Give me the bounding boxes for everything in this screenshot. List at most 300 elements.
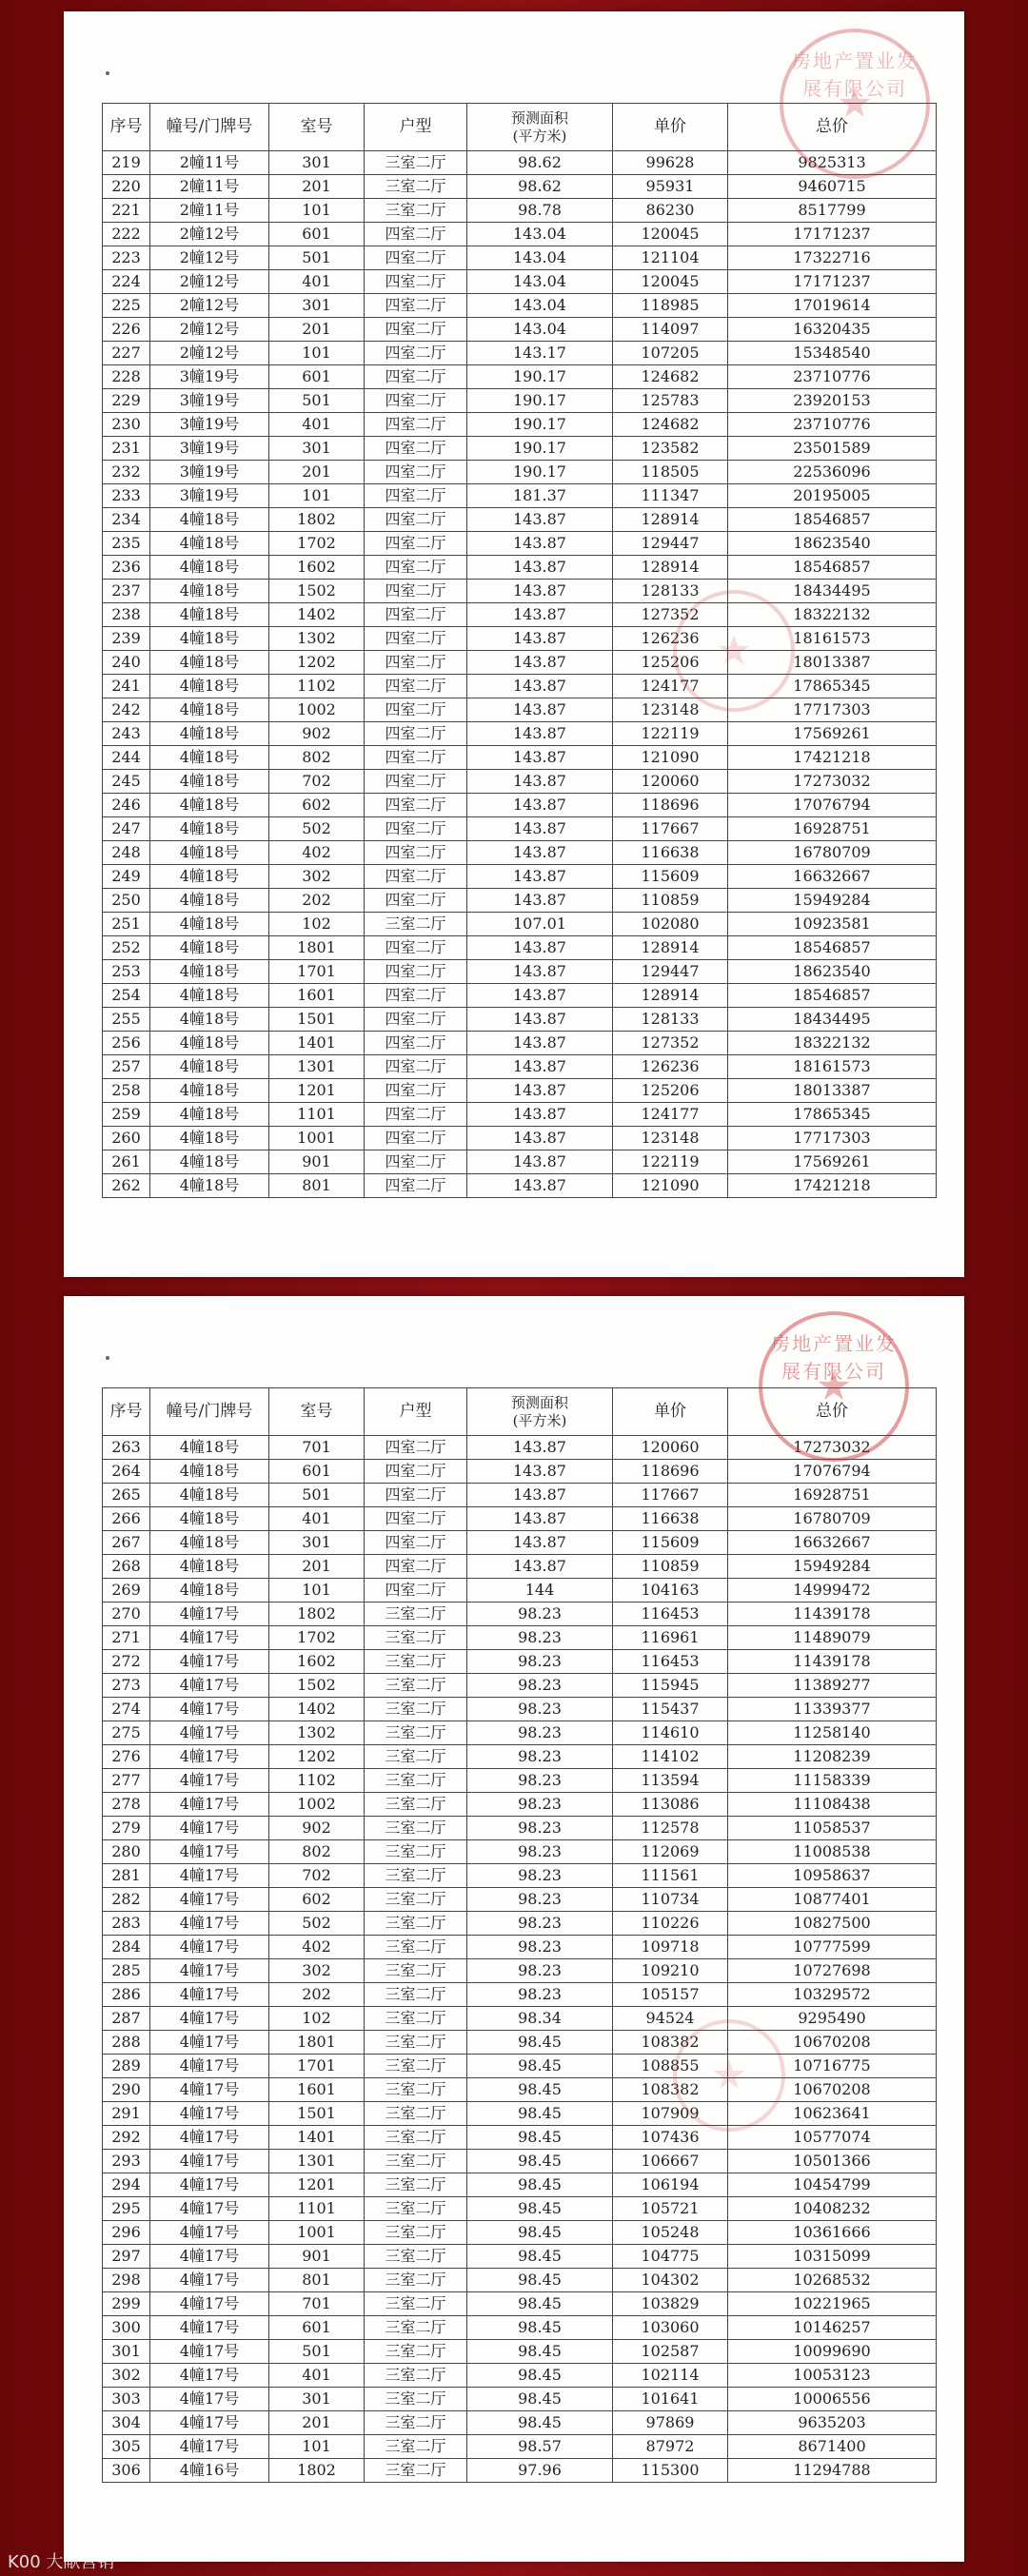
table-row <box>103 1983 937 2007</box>
table-row <box>103 151 937 175</box>
cell-total-price: 10268532 <box>728 2269 937 2292</box>
cell-area: 98.45 <box>467 2269 613 2292</box>
cell-total-price: 9295490 <box>728 2007 937 2031</box>
cell-total-price: 11339377 <box>728 1698 937 1721</box>
cell-index: 223 <box>103 246 150 270</box>
cell-index: 230 <box>103 413 150 437</box>
cell-layout: 四室二厅 <box>365 746 467 770</box>
cell-layout: 三室二厅 <box>365 2459 467 2483</box>
cell-building: 4幢17号 <box>150 1983 269 2007</box>
cell-layout: 四室二厅 <box>365 437 467 461</box>
cell-layout: 四室二厅 <box>365 1032 467 1055</box>
cell-building: 2幢11号 <box>150 199 269 223</box>
cell-index: 286 <box>103 1983 150 2007</box>
cell-index: 292 <box>103 2126 150 2150</box>
cell-unit-price: 121090 <box>613 746 728 770</box>
cell-unit-price: 106667 <box>613 2150 728 2173</box>
cell-total-price: 17717303 <box>728 1127 937 1150</box>
cell-building: 4幢18号 <box>150 675 269 698</box>
cell-layout: 四室二厅 <box>365 984 467 1008</box>
cell-unit-price: 109718 <box>613 1936 728 1959</box>
cell-building: 4幢18号 <box>150 1079 269 1103</box>
cell-total-price: 10623641 <box>728 2102 937 2126</box>
cell-area: 143.87 <box>467 580 613 603</box>
cell-room: 1801 <box>269 936 365 960</box>
cell-room: 701 <box>269 2292 365 2316</box>
cell-total-price: 18322132 <box>728 1032 937 1055</box>
cell-total-price: 17171237 <box>728 223 937 246</box>
table-row <box>103 2150 937 2173</box>
cell-building: 2幢11号 <box>150 151 269 175</box>
cell-building: 4幢17号 <box>150 1888 269 1912</box>
cell-total-price: 16632667 <box>728 865 937 889</box>
cell-index: 234 <box>103 508 150 532</box>
table-row <box>103 342 937 365</box>
col-header-area: 预测面积 (平方米) <box>467 104 613 151</box>
cell-layout: 三室二厅 <box>365 1936 467 1959</box>
cell-layout: 四室二厅 <box>365 1555 467 1579</box>
cell-unit-price: 117667 <box>613 817 728 841</box>
cell-layout: 四室二厅 <box>365 675 467 698</box>
cell-unit-price: 112578 <box>613 1817 728 1840</box>
cell-unit-price: 118505 <box>613 461 728 484</box>
cell-index: 279 <box>103 1817 150 1840</box>
cell-index: 238 <box>103 603 150 627</box>
cell-index: 266 <box>103 1507 150 1531</box>
cell-layout: 四室二厅 <box>365 365 467 389</box>
cell-unit-price: 123148 <box>613 1127 728 1150</box>
cell-layout: 四室二厅 <box>365 1150 467 1174</box>
cell-area: 98.45 <box>467 2221 613 2245</box>
cell-total-price: 10923581 <box>728 913 937 936</box>
cell-index: 265 <box>103 1484 150 1507</box>
table-row <box>103 413 937 437</box>
cell-index: 281 <box>103 1864 150 1888</box>
cell-area: 143.87 <box>467 722 613 746</box>
cell-unit-price: 125206 <box>613 651 728 675</box>
cell-total-price: 16780709 <box>728 1507 937 1531</box>
cell-index: 301 <box>103 2340 150 2364</box>
cell-total-price: 10408232 <box>728 2197 937 2221</box>
cell-layout: 三室二厅 <box>365 1603 467 1626</box>
table-row <box>103 1912 937 1936</box>
cell-area: 143.87 <box>467 651 613 675</box>
table-row <box>103 1888 937 1912</box>
cell-unit-price: 116453 <box>613 1603 728 1626</box>
cell-layout: 三室二厅 <box>365 2197 467 2221</box>
cell-unit-price: 129447 <box>613 532 728 556</box>
cell-building: 4幢18号 <box>150 1127 269 1150</box>
cell-room: 1401 <box>269 1032 365 1055</box>
cell-layout: 四室二厅 <box>365 1436 467 1460</box>
cell-layout: 四室二厅 <box>365 627 467 651</box>
cell-area: 98.23 <box>467 1674 613 1698</box>
cell-index: 284 <box>103 1936 150 1959</box>
cell-room: 501 <box>269 389 365 413</box>
cell-index: 248 <box>103 841 150 865</box>
col-header-total-price: 总价 <box>728 1388 937 1436</box>
cell-room: 101 <box>269 2435 365 2459</box>
cell-room: 101 <box>269 342 365 365</box>
cell-area: 190.17 <box>467 461 613 484</box>
table-row <box>103 508 937 532</box>
cell-total-price: 15949284 <box>728 889 937 913</box>
table-row <box>103 2388 937 2411</box>
cell-layout: 四室二厅 <box>365 817 467 841</box>
cell-total-price: 10221965 <box>728 2292 937 2316</box>
cell-building: 4幢17号 <box>150 1959 269 1983</box>
cell-area: 190.17 <box>467 365 613 389</box>
cell-index: 295 <box>103 2197 150 2221</box>
cell-area: 143.87 <box>467 794 613 817</box>
cell-room: 301 <box>269 294 365 318</box>
cell-unit-price: 107909 <box>613 2102 728 2126</box>
cell-unit-price: 121090 <box>613 1174 728 1198</box>
table-row <box>103 1840 937 1864</box>
cell-layout: 四室二厅 <box>365 651 467 675</box>
cell-layout: 三室二厅 <box>365 2221 467 2245</box>
cell-index: 290 <box>103 2078 150 2102</box>
cell-room: 1701 <box>269 960 365 984</box>
cell-room: 502 <box>269 817 365 841</box>
cell-total-price: 10099690 <box>728 2340 937 2364</box>
cell-room: 1101 <box>269 1103 365 1127</box>
cell-index: 293 <box>103 2150 150 2173</box>
table-row <box>103 365 937 389</box>
table-row <box>103 651 937 675</box>
col-header-layout: 户型 <box>365 1388 467 1436</box>
cell-index: 304 <box>103 2411 150 2435</box>
cell-total-price: 10329572 <box>728 1983 937 2007</box>
cell-layout: 四室二厅 <box>365 246 467 270</box>
cell-index: 270 <box>103 1603 150 1626</box>
cell-building: 4幢17号 <box>150 2292 269 2316</box>
cell-room: 1302 <box>269 1721 365 1745</box>
cell-index: 287 <box>103 2007 150 2031</box>
cell-layout: 三室二厅 <box>365 2245 467 2269</box>
cell-total-price: 11008538 <box>728 1840 937 1864</box>
cell-building: 4幢18号 <box>150 865 269 889</box>
cell-total-price: 8517799 <box>728 199 937 223</box>
cell-index: 282 <box>103 1888 150 1912</box>
cell-room: 1302 <box>269 627 365 651</box>
cell-building: 4幢18号 <box>150 1055 269 1079</box>
cell-layout: 三室二厅 <box>365 2292 467 2316</box>
cell-layout: 四室二厅 <box>365 889 467 913</box>
cell-unit-price: 116638 <box>613 1507 728 1531</box>
cell-area: 143.87 <box>467 1484 613 1507</box>
cell-total-price: 8671400 <box>728 2435 937 2459</box>
cell-area: 143.87 <box>467 770 613 794</box>
cell-area: 97.96 <box>467 2459 613 2483</box>
price-table-page-2 <box>102 1387 937 2483</box>
cell-total-price: 9460715 <box>728 175 937 199</box>
table-row <box>103 1745 937 1769</box>
cell-building: 4幢18号 <box>150 841 269 865</box>
cell-unit-price: 108855 <box>613 2055 728 2078</box>
cell-layout: 四室二厅 <box>365 294 467 318</box>
cell-unit-price: 126236 <box>613 1055 728 1079</box>
cell-index: 231 <box>103 437 150 461</box>
cell-unit-price: 118696 <box>613 1460 728 1484</box>
cell-room: 501 <box>269 1484 365 1507</box>
cell-area: 98.62 <box>467 151 613 175</box>
cell-room: 1601 <box>269 2078 365 2102</box>
cell-unit-price: 111347 <box>613 484 728 508</box>
cell-total-price: 17076794 <box>728 794 937 817</box>
cell-total-price: 20195005 <box>728 484 937 508</box>
cell-room: 1702 <box>269 1626 365 1650</box>
table-row <box>103 1698 937 1721</box>
cell-room: 601 <box>269 223 365 246</box>
cell-room: 1201 <box>269 1079 365 1103</box>
cell-area: 98.23 <box>467 1698 613 1721</box>
cell-area: 143.87 <box>467 984 613 1008</box>
col-header-index: 序号 <box>103 1388 150 1436</box>
cell-index: 236 <box>103 556 150 580</box>
cell-total-price: 15348540 <box>728 342 937 365</box>
cell-index: 224 <box>103 270 150 294</box>
cell-total-price: 17865345 <box>728 675 937 698</box>
cell-total-price: 17322716 <box>728 246 937 270</box>
cell-layout: 三室二厅 <box>365 2269 467 2292</box>
cell-layout: 四室二厅 <box>365 318 467 342</box>
cell-layout: 三室二厅 <box>365 1864 467 1888</box>
cell-index: 233 <box>103 484 150 508</box>
cell-building: 3幢19号 <box>150 389 269 413</box>
cell-area: 98.45 <box>467 2364 613 2388</box>
table-row <box>103 1864 937 1888</box>
cell-index: 221 <box>103 199 150 223</box>
cell-index: 305 <box>103 2435 150 2459</box>
cell-layout: 三室二厅 <box>365 2316 467 2340</box>
cell-total-price: 17076794 <box>728 1460 937 1484</box>
cell-room: 1201 <box>269 2173 365 2197</box>
cell-area: 98.45 <box>467 2055 613 2078</box>
cell-layout: 四室二厅 <box>365 698 467 722</box>
cell-area: 190.17 <box>467 389 613 413</box>
cell-total-price: 11158339 <box>728 1769 937 1793</box>
cell-index: 242 <box>103 698 150 722</box>
cell-unit-price: 109210 <box>613 1959 728 1983</box>
cell-room: 202 <box>269 1983 365 2007</box>
cell-total-price: 9635203 <box>728 2411 937 2435</box>
cell-layout: 四室二厅 <box>365 1531 467 1555</box>
cell-building: 4幢17号 <box>150 1650 269 1674</box>
cell-layout: 四室二厅 <box>365 556 467 580</box>
table-row <box>103 698 937 722</box>
cell-index: 227 <box>103 342 150 365</box>
cell-index: 258 <box>103 1079 150 1103</box>
cell-room: 1202 <box>269 1745 365 1769</box>
cell-room: 1802 <box>269 2459 365 2483</box>
table-row <box>103 1603 937 1626</box>
cell-layout: 三室二厅 <box>365 1817 467 1840</box>
table-row <box>103 2269 937 2292</box>
table-row <box>103 1174 937 1198</box>
cell-building: 2幢12号 <box>150 270 269 294</box>
cell-room: 302 <box>269 865 365 889</box>
cell-room: 701 <box>269 1436 365 1460</box>
col-header-total-price: 总价 <box>728 104 937 151</box>
cell-area: 190.17 <box>467 413 613 437</box>
cell-room: 602 <box>269 794 365 817</box>
cell-total-price: 10877401 <box>728 1888 937 1912</box>
cell-layout: 四室二厅 <box>365 960 467 984</box>
cell-area: 98.45 <box>467 2031 613 2055</box>
cell-layout: 三室二厅 <box>365 1888 467 1912</box>
cell-index: 261 <box>103 1150 150 1174</box>
table-row <box>103 2245 937 2269</box>
cell-unit-price: 123148 <box>613 698 728 722</box>
cell-room: 1202 <box>269 651 365 675</box>
cell-layout: 三室二厅 <box>365 1626 467 1650</box>
cell-total-price: 10501366 <box>728 2150 937 2173</box>
cell-area: 98.23 <box>467 1793 613 1817</box>
cell-layout: 四室二厅 <box>365 461 467 484</box>
col-header-unit-price: 单价 <box>613 104 728 151</box>
cell-room: 801 <box>269 1174 365 1198</box>
cell-building: 4幢18号 <box>150 746 269 770</box>
table-row <box>103 461 937 484</box>
cell-total-price: 23710776 <box>728 365 937 389</box>
cell-building: 3幢19号 <box>150 437 269 461</box>
table-row <box>103 556 937 580</box>
cell-total-price: 16928751 <box>728 817 937 841</box>
cell-building: 4幢18号 <box>150 508 269 532</box>
cell-area: 98.23 <box>467 1840 613 1864</box>
cell-building: 4幢18号 <box>150 1150 269 1174</box>
cell-unit-price: 127352 <box>613 1032 728 1055</box>
cell-layout: 四室二厅 <box>365 1174 467 1198</box>
cell-unit-price: 105721 <box>613 2197 728 2221</box>
cell-area: 143.87 <box>467 556 613 580</box>
cell-area: 143.87 <box>467 1174 613 1198</box>
document-page-2 <box>64 1296 964 2562</box>
cell-building: 4幢17号 <box>150 2197 269 2221</box>
cell-index: 239 <box>103 627 150 651</box>
table-row <box>103 1460 937 1484</box>
cell-building: 2幢12号 <box>150 342 269 365</box>
table-row <box>103 2102 937 2126</box>
cell-layout: 四室二厅 <box>365 722 467 746</box>
cell-total-price: 16320435 <box>728 318 937 342</box>
cell-total-price: 15949284 <box>728 1555 937 1579</box>
table-row <box>103 199 937 223</box>
cell-building: 4幢17号 <box>150 1840 269 1864</box>
col-header-building: 幢号/门牌号 <box>150 1388 269 1436</box>
cell-room: 901 <box>269 2245 365 2269</box>
cell-unit-price: 108382 <box>613 2078 728 2102</box>
cell-area: 143.87 <box>467 508 613 532</box>
cell-total-price: 11439178 <box>728 1650 937 1674</box>
cell-building: 4幢18号 <box>150 913 269 936</box>
cell-area: 98.23 <box>467 1888 613 1912</box>
cell-building: 4幢18号 <box>150 1436 269 1460</box>
cell-room: 101 <box>269 199 365 223</box>
cell-total-price: 9825313 <box>728 151 937 175</box>
cell-building: 4幢17号 <box>150 2078 269 2102</box>
cell-unit-price: 117667 <box>613 1484 728 1507</box>
cell-room: 1802 <box>269 1603 365 1626</box>
cell-unit-price: 86230 <box>613 199 728 223</box>
cell-building: 4幢17号 <box>150 1769 269 1793</box>
table-row <box>103 1769 937 1793</box>
cell-layout: 三室二厅 <box>365 2435 467 2459</box>
col-header-unit-price: 单价 <box>613 1388 728 1436</box>
cell-total-price: 18322132 <box>728 603 937 627</box>
cell-total-price: 11258140 <box>728 1721 937 1745</box>
table-row <box>103 722 937 746</box>
table-header-row <box>103 1388 937 1436</box>
cell-layout: 三室二厅 <box>365 2126 467 2150</box>
table-row <box>103 2340 937 2364</box>
cell-area: 98.45 <box>467 2150 613 2173</box>
cell-room: 1501 <box>269 1008 365 1032</box>
cell-area: 98.34 <box>467 2007 613 2031</box>
cell-layout: 三室二厅 <box>365 2411 467 2435</box>
table-row <box>103 1484 937 1507</box>
cell-index: 262 <box>103 1174 150 1198</box>
cell-room: 101 <box>269 1579 365 1603</box>
cell-index: 267 <box>103 1531 150 1555</box>
cell-room: 1101 <box>269 2197 365 2221</box>
cell-room: 201 <box>269 1555 365 1579</box>
cell-layout: 四室二厅 <box>365 389 467 413</box>
cell-index: 252 <box>103 936 150 960</box>
table-row <box>103 1721 937 1745</box>
cell-area: 143.87 <box>467 1460 613 1484</box>
cell-total-price: 23920153 <box>728 389 937 413</box>
cell-room: 1401 <box>269 2126 365 2150</box>
cell-area: 98.23 <box>467 1983 613 2007</box>
table-row <box>103 1507 937 1531</box>
cell-unit-price: 104302 <box>613 2269 728 2292</box>
cell-room: 301 <box>269 151 365 175</box>
cell-area: 98.23 <box>467 1626 613 1650</box>
cell-layout: 三室二厅 <box>365 2031 467 2055</box>
cell-layout: 三室二厅 <box>365 1769 467 1793</box>
cell-layout: 三室二厅 <box>365 1912 467 1936</box>
cell-index: 296 <box>103 2221 150 2245</box>
cell-unit-price: 94524 <box>613 2007 728 2031</box>
cell-layout: 四室二厅 <box>365 1507 467 1531</box>
cell-building: 2幢12号 <box>150 318 269 342</box>
cell-area: 143.87 <box>467 1032 613 1055</box>
cell-area: 143.87 <box>467 1055 613 1079</box>
cell-index: 255 <box>103 1008 150 1032</box>
table-row <box>103 1936 937 1959</box>
cell-total-price: 17865345 <box>728 1103 937 1127</box>
table-body <box>103 151 937 1198</box>
cell-layout: 三室二厅 <box>365 1650 467 1674</box>
cell-room: 1001 <box>269 1127 365 1150</box>
cell-building: 4幢17号 <box>150 2316 269 2340</box>
table-row <box>103 1626 937 1650</box>
cell-layout: 三室二厅 <box>365 2173 467 2197</box>
cell-area: 107.01 <box>467 913 613 936</box>
table-row <box>103 2031 937 2055</box>
cell-layout: 三室二厅 <box>365 1983 467 2007</box>
cell-total-price: 18161573 <box>728 1055 937 1079</box>
cell-total-price: 17019614 <box>728 294 937 318</box>
table-row <box>103 2316 937 2340</box>
cell-area: 143.87 <box>467 960 613 984</box>
cell-building: 4幢18号 <box>150 603 269 627</box>
cell-unit-price: 120045 <box>613 270 728 294</box>
seal-lettering: 房地产置业发展有限公司 <box>771 1332 897 1383</box>
cell-room: 1501 <box>269 2102 365 2126</box>
